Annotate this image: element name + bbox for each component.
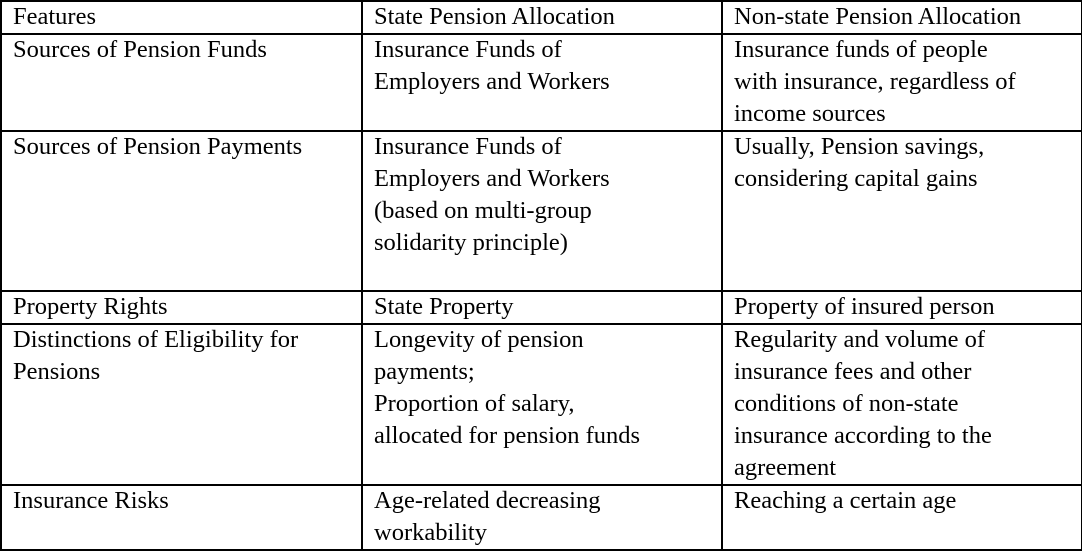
nonstate-text: Reaching a certain age xyxy=(734,487,957,514)
feature-cell xyxy=(1,324,362,485)
header-label: State Pension Allocation xyxy=(374,3,615,30)
feature-text: Distinctions of Eligibility for Pensions xyxy=(13,326,299,385)
nonstate-cell xyxy=(722,131,1082,291)
state-cell xyxy=(362,485,722,550)
state-cell xyxy=(362,34,722,131)
header-label: Non-state Pension Allocation xyxy=(734,3,1022,30)
state-text: Longevity of pension payments; Proportion of salary, allocated for pension funds xyxy=(374,326,641,449)
nonstate-cell xyxy=(722,485,1082,550)
feature-text: Insurance Risks xyxy=(13,487,169,514)
state-cell xyxy=(362,324,722,485)
feature-cell xyxy=(1,291,362,324)
feature-text: Property Rights xyxy=(13,293,168,320)
header-cell-nonstate xyxy=(722,1,1082,34)
feature-cell xyxy=(1,485,362,550)
table-row xyxy=(1,131,1082,291)
feature-cell xyxy=(1,34,362,131)
state-text: Insurance Funds of Employers and Workers xyxy=(374,36,610,95)
state-cell xyxy=(362,291,722,324)
nonstate-text: Regularity and volume of insurance fees and other conditions of non-state insurance according to the agreement xyxy=(734,326,992,481)
header-cell-state xyxy=(362,1,722,34)
nonstate-cell xyxy=(722,291,1082,324)
nonstate-text: Usually, Pension savings, considering capital gains xyxy=(734,133,985,192)
state-text: State Property xyxy=(374,293,514,320)
state-text: Age-related decreasing workability xyxy=(374,487,601,546)
table-row xyxy=(1,34,1082,131)
state-cell xyxy=(362,131,722,291)
table-row xyxy=(1,324,1082,485)
feature-text: Sources of Pension Payments xyxy=(13,133,303,160)
table-header-row xyxy=(1,1,1082,34)
table-row xyxy=(1,291,1082,324)
feature-cell xyxy=(1,131,362,291)
table-row xyxy=(1,485,1082,550)
nonstate-text: Property of insured person xyxy=(734,293,995,320)
nonstate-text: Insurance funds of people with insurance, regardless of income sources xyxy=(734,36,1016,127)
state-text: Insurance Funds of Employers and Workers (based on multi-group solidarity principle) xyxy=(374,133,610,256)
header-cell-features xyxy=(1,1,362,34)
header-label: Features xyxy=(13,3,96,30)
nonstate-cell xyxy=(722,324,1082,485)
feature-text: Sources of Pension Funds xyxy=(13,36,267,63)
nonstate-cell xyxy=(722,34,1082,131)
